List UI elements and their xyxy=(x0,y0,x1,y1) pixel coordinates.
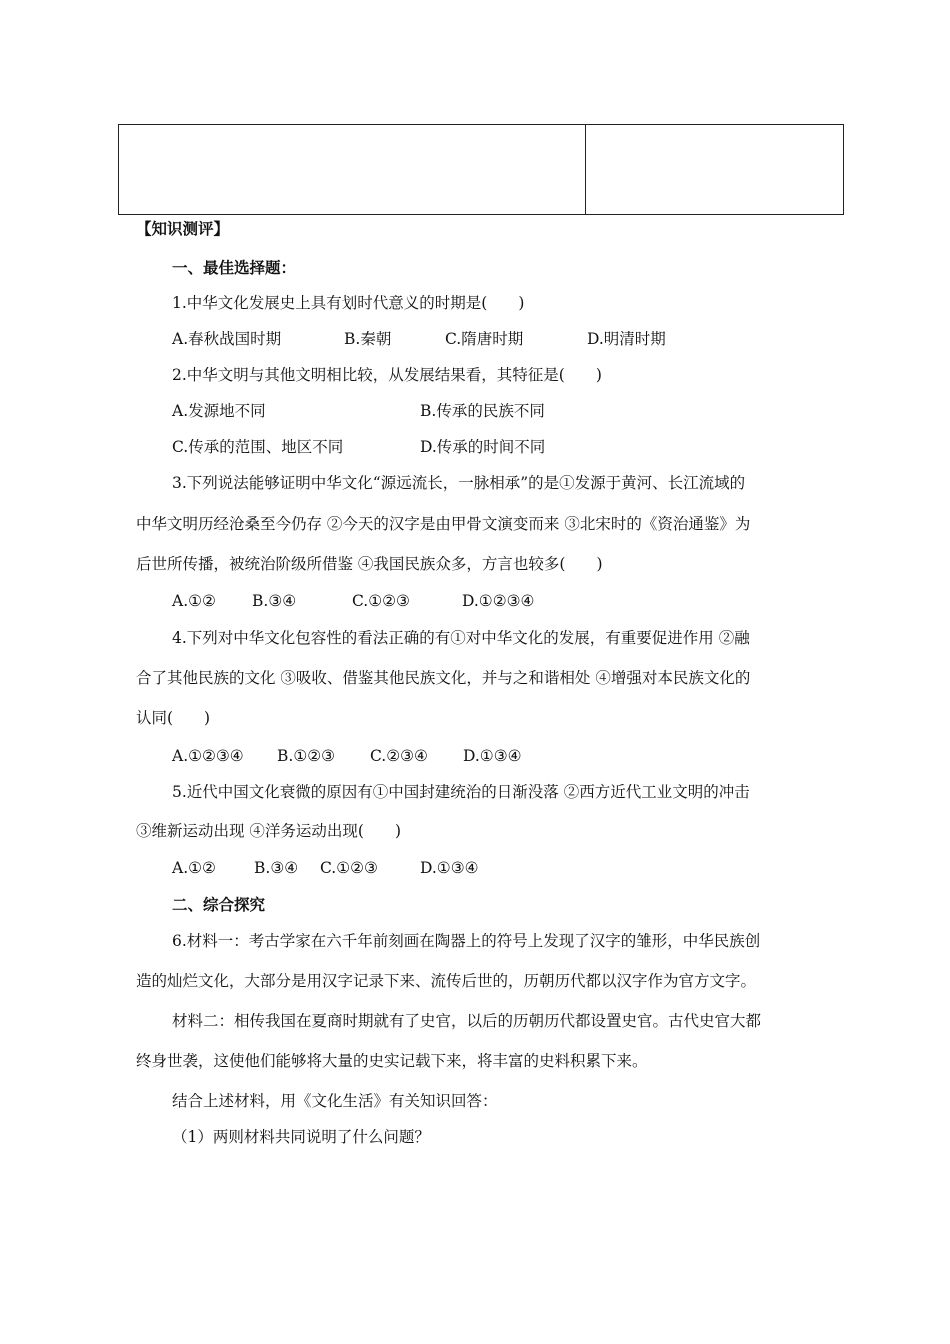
q5-option-c: C.①②③ xyxy=(320,859,378,877)
q4-line-3: 认同( ) xyxy=(136,709,211,727)
q3-option-c: C.①②③ xyxy=(352,592,410,610)
q2-option-a: A.发源地不同 xyxy=(172,402,266,420)
q2-option-b: B.传承的民族不同 xyxy=(420,402,545,420)
q3-option-b: B.③④ xyxy=(252,592,297,610)
q1-option-a: A.春秋战国时期 xyxy=(172,330,282,348)
q1-option-d: D.明清时期 xyxy=(587,330,666,348)
part1-title: 一、最佳选择题： xyxy=(172,259,297,277)
q4-option-a: A.①②③④ xyxy=(172,747,244,765)
q2-option-d: D.传承的时间不同 xyxy=(420,438,546,456)
q4-option-c: C.②③④ xyxy=(370,747,428,765)
q5-option-a: A.①② xyxy=(172,859,216,877)
q6-line-3: 材料二：相传我国在夏商时期就有了史官，以后的历朝历代都设置史官。古代史官大都 xyxy=(172,1012,762,1030)
q3-option-d: D.①②③④ xyxy=(462,592,535,610)
q4-line-2: 合了其他民族的文化 ③吸收、借鉴其他民族文化，并与之和谐相处 ④增强对本民族文化的 xyxy=(136,669,751,687)
section-title: 【知识测评】 xyxy=(136,220,230,238)
q5-option-d: D.①③④ xyxy=(420,859,479,877)
q6-line-2: 造的灿烂文化，大部分是用汉字记录下来、流传后世的，历朝历代都以汉字作为官方文字。 xyxy=(136,972,757,990)
answer-table xyxy=(118,124,844,215)
q1-option-c: C.隋唐时期 xyxy=(445,330,524,348)
q2-option-c: C.传承的范围、地区不同 xyxy=(172,438,344,456)
q5-line-2: ③维新运动出现 ④洋务运动出现( ) xyxy=(136,822,402,840)
q6-line-6: （1）两则材料共同说明了什么问题？ xyxy=(172,1128,430,1146)
part2-title: 二、综合探究 xyxy=(172,896,266,914)
q3-line-3: 后世所传播，被统治阶级所借鉴 ④我国民族众多，方言也较多( ) xyxy=(136,555,603,573)
q1-option-b: B.秦朝 xyxy=(344,330,392,348)
q3-line-1: 3.下列说法能够证明中华文化“源远流长，一脉相承”的是①发源于黄河、长江流域的 xyxy=(172,474,746,492)
q4-option-d: D.①③④ xyxy=(463,747,522,765)
q6-line-4: 终身世袭，这使他们能够将大量的史实记载下来，将丰富的史料积累下来。 xyxy=(136,1052,648,1070)
q6-line-1: 6.材料一：考古学家在六千年前刻画在陶器上的符号上发现了汉字的雏形，中华民族创 xyxy=(172,932,761,950)
q3-line-2: 中华文明历经沧桑至今仍存 ②今天的汉字是由甲骨文演变而来 ③北宋时的《资治通鉴》为 xyxy=(136,515,751,533)
q4-line-1: 4.下列对中华文化包容性的看法正确的有①对中华文化的发展，有重要促进作用 ②融 xyxy=(172,629,750,647)
table-divider xyxy=(585,125,586,214)
q4-option-b: B.①②③ xyxy=(277,747,336,765)
q3-option-a: A.①② xyxy=(172,592,216,610)
q1-stem: 1.中华文化发展史上具有划时代意义的时期是( ) xyxy=(172,294,525,312)
q2-stem: 2.中华文明与其他文明相比较，从发展结果看，其特征是( ) xyxy=(172,366,602,384)
q5-option-b: B.③④ xyxy=(254,859,299,877)
q6-line-5: 结合上述材料，用《文化生活》有关知识回答： xyxy=(172,1092,498,1110)
q5-line-1: 5.近代中国文化衰微的原因有①中国封建统治的日渐没落 ②西方近代工业文明的冲击 xyxy=(172,783,750,801)
